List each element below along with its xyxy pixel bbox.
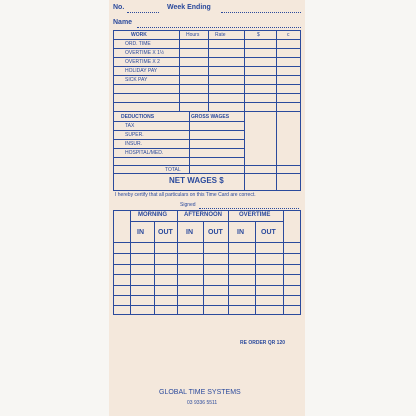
signature-field[interactable] [199, 208, 299, 209]
work-row-label: SICK PAY [125, 77, 148, 83]
deductions-header: DEDUCTIONS [121, 114, 155, 120]
overtime-in-label: IN [237, 229, 244, 236]
week-ending-field[interactable] [221, 12, 301, 13]
dollars-header: $ [257, 32, 260, 38]
work-header: WORK [131, 32, 147, 38]
rate-header: Rate [215, 32, 226, 38]
deduction-label: SUPER. [125, 132, 144, 138]
total-label: TOTAL [165, 167, 181, 173]
cents-header: c [287, 32, 290, 38]
reorder-code: RE ORDER QR 120 [240, 340, 286, 346]
work-row-label: ORD. TIME [125, 41, 151, 47]
number-label: No. [113, 4, 125, 11]
name-label: Name [113, 19, 133, 26]
afternoon-in-label: IN [186, 229, 193, 236]
net-wages-label: NET WAGES $ [169, 176, 224, 185]
morning-in-label: IN [137, 229, 144, 236]
company-name: GLOBAL TIME SYSTEMS [159, 389, 241, 396]
deduction-label: HOSPITAL/MED. [125, 150, 164, 156]
morning-out-label: OUT [158, 229, 173, 236]
work-row-label: OVERTIME X 1½ [125, 50, 165, 56]
deduction-label: INSUR. [125, 141, 142, 147]
overtime-header: OVERTIME [239, 212, 271, 218]
number-field[interactable] [127, 12, 159, 13]
name-field[interactable] [137, 27, 301, 28]
gross-wages-header: GROSS WAGES [191, 114, 230, 120]
hours-header: Hours [186, 32, 200, 38]
deduction-label: TAX [125, 123, 135, 129]
overtime-out-label: OUT [261, 229, 276, 236]
week-ending-label: Week Ending [167, 4, 211, 11]
company-phone: 03 9336 5511 [187, 400, 218, 406]
times-table [113, 210, 301, 315]
work-row-label: HOLIDAY PAY [125, 68, 158, 74]
afternoon-header: AFTERNOON [184, 212, 222, 218]
work-row-label: OVERTIME X 2 [125, 59, 160, 65]
certification-text: I hereby certify that all particulars on this Time Card are correct. [115, 192, 256, 198]
afternoon-out-label: OUT [208, 229, 223, 236]
morning-header: MORNING [138, 212, 167, 218]
time-card [109, 0, 305, 416]
signed-label: Signed [180, 202, 196, 208]
